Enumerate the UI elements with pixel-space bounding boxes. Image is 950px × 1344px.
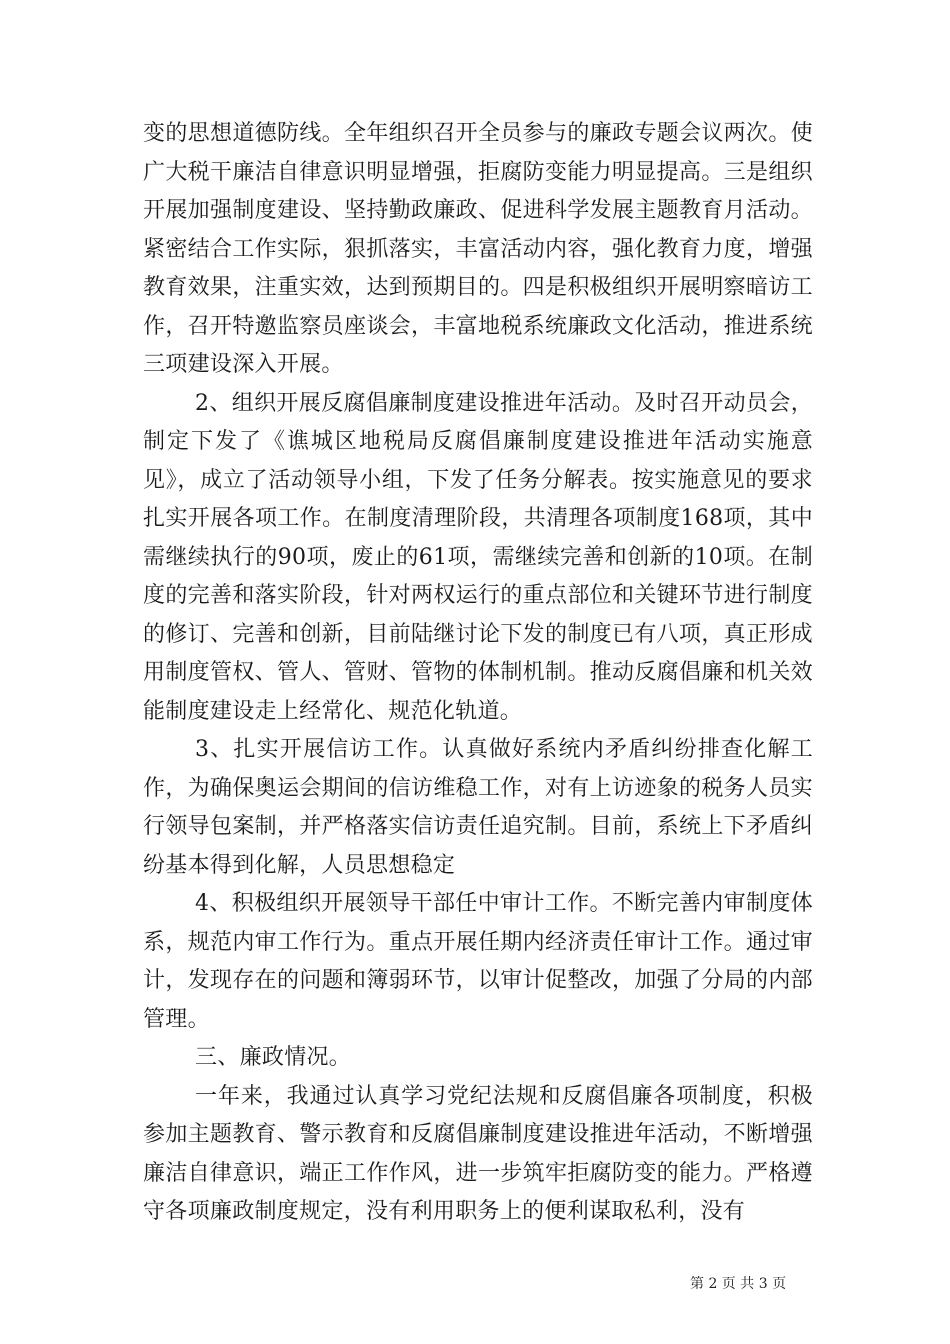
document-body	[143, 115, 813, 1232]
paragraph-6: 一年来，我通过认真学习党纪法规和反腐倡廉各项制度，积极参加主题教育、警示教育和反腐倡廉制度建设推进年活动，不断增强廉洁自律意识，端正工作作风，进一步筑牢拒腐防变的能力。严格遵守各项廉政制度规定，没有利用职务上的便利谋取私利，没有	[143, 1083, 813, 1224]
page-footer: 第 2 页 共 3 页	[690, 1276, 787, 1292]
section-heading: 三、廉政情况。	[195, 1045, 352, 1070]
paragraph-1: 变的思想道德防线。全年组织召开全员参与的廉政专题会议两次。使广大税干廉洁自律意识明显增强，拒腐防变能力明显提高。三是组织开展加强制度建设、坚持勤政廉政、促进科学发展主题教育月活动。紧密结合工作实际，狠抓落实，丰富活动内容，强化教育力度，增强教育效果，注重实效，达到预期目的。四是积极组织开展明察暗访工作，召开特邀监察员座谈会，丰富地税系统廉政文化活动，推进系统三项建设深入开展。	[143, 121, 813, 377]
paragraph-4: 4、积极组织开展领导干部任中审计工作。不断完善内审制度体系，规范内审工作行为。重点开展任期内经济责任审计工作。通过审计，发现存在的问题和簿弱环节，以审计促整改，加强了分局的内部管理。	[143, 891, 813, 1032]
paragraph-3: 3、扎实开展信访工作。认真做好系统内矛盾纠纷排查化解工作，为确保奥运会期间的信访维稳工作，对有上访迹象的税务人员实行领导包案制，并严格落实信访责任追究制。目前，系统上下矛盾纠纷基本得到化解，人员思想稳定	[143, 737, 813, 878]
paragraph-2: 2、组织开展反腐倡廉制度建设推进年活动。及时召开动员会，制定下发了《谯城区地税局反腐倡廉制度建设推进年活动实施意见》，成立了活动领导小组，下发了任务分解表。按实施意见的要求扎实开展各项工作。在制度清理阶段，共清理各项制度168项，其中需继续执行的90项，废止的61项，需继续完善和创新的10项。在制度的完善和落实阶段，针对两权运行的重点部位和关键环节进行制度的修订、完善和创新，目前陆继讨论下发的制度已有八项，真正形成用制度管权、管人、管财、管物的体制机制。推动反腐倡廉和机关效能制度建设走上经常化、规范化轨道。	[143, 390, 813, 724]
